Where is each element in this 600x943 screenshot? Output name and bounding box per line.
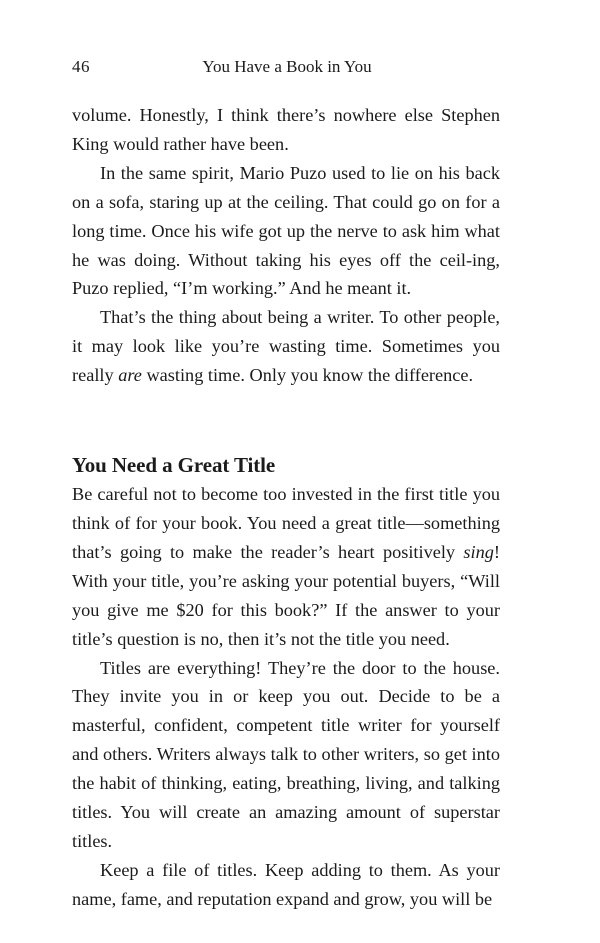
section-great-title — [72, 451, 500, 914]
paragraph-continuation: volume. Honestly, I think there’s nowhere else Stephen King would rather have been. — [72, 105, 500, 154]
page-number: 46 — [72, 57, 90, 76]
paragraph-file-of-titles: Keep a file of titles. Keep adding to them. As your name, fame, and reputation expand and grow, you will be — [72, 859, 500, 909]
running-title: You Have a Book in You — [202, 57, 372, 76]
paragraph-title-intro — [72, 480, 500, 653]
paragraph-titles-everything: Titles are everything! They’re the door to the house. They invite you in or keep you out. Decide to be a masterful, confident, competent title writer for yourself and others. Writers always talk to other writers, so get into the habit of thinking, eating, breathing, living, and talking titles. You will create an amazing amount of superstar titles. — [72, 657, 500, 851]
emphasis-text: sing — [463, 541, 494, 562]
section-heading: You Need a Great Title — [72, 453, 276, 478]
page-body — [72, 101, 500, 914]
text-run: That’s the thing about being a writer. To other people, it may look like you’re wasting time. Sometimes you really — [72, 307, 500, 386]
text-run: wasting time. Only you know the difference. — [141, 365, 474, 386]
paragraph-puzo: In the same spirit, Mario Puzo used to lie on his back on a sofa, staring up at the ceiling. That could go on for a long time. Once his wife got up the nerve to ask him what he was doing. Without taking his eyes off the ceil-ing, Puzo replied, “I’m working.” And he meant it. — [72, 162, 500, 299]
text-run: Be careful not to become too invested in the first title you think of for your book. You need a great title—something that’s going to make the reader’s heart positively — [72, 484, 500, 562]
paragraph-writer — [72, 303, 500, 390]
running-head — [72, 56, 502, 78]
emphasis-text: are — [118, 365, 142, 386]
text-run: ! With your title, you’re asking your potential buyers, “Will you give me $20 for this book?” If the answer to your title’s question is no, then it’s not the title you need. — [72, 541, 500, 649]
